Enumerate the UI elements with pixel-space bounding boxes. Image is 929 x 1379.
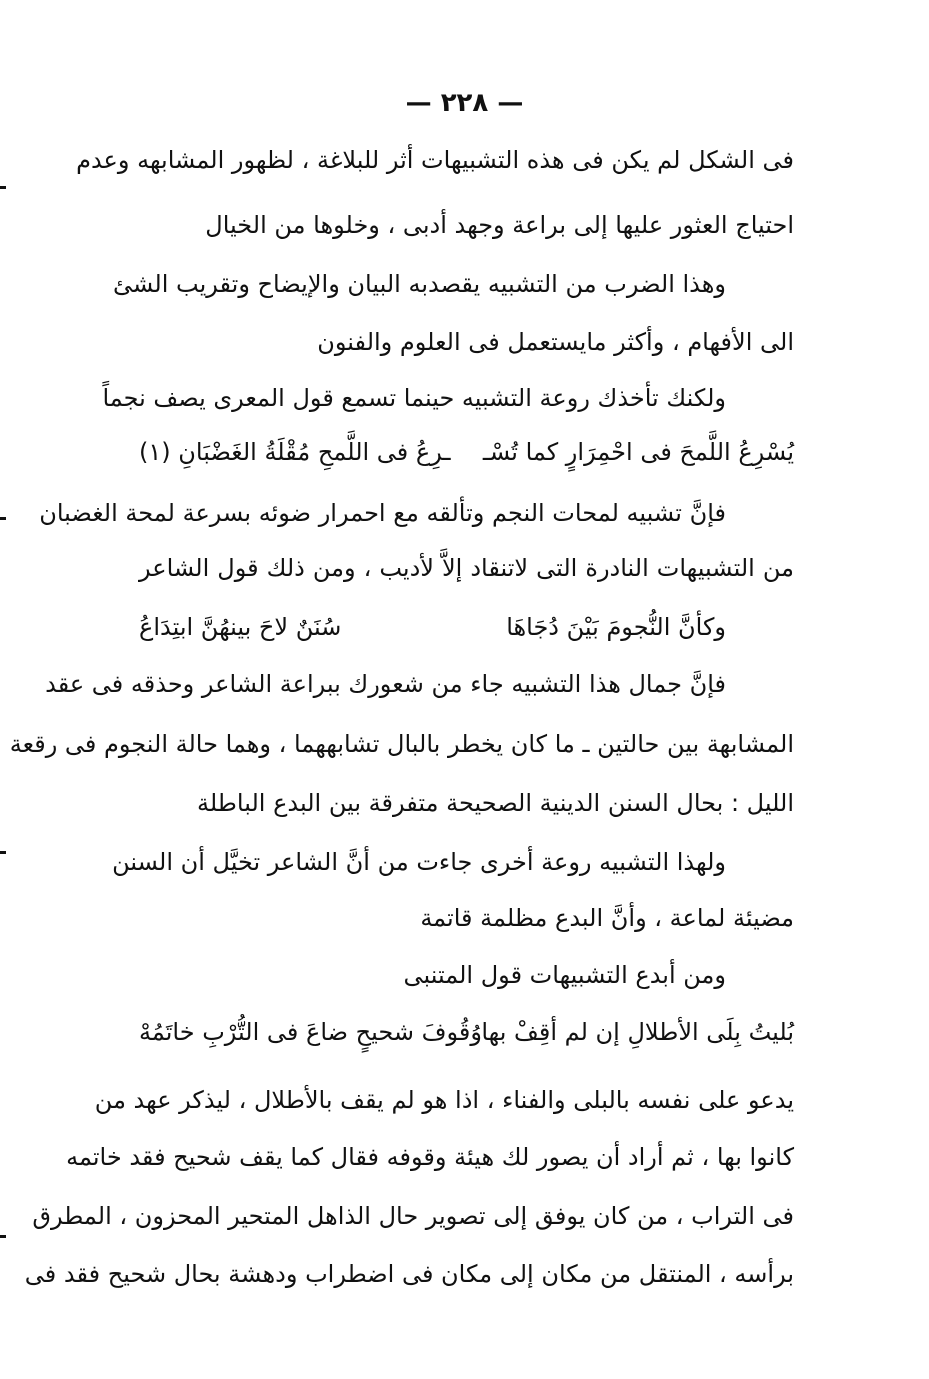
verse-hemistich-right: يُسْرِعُ اللَّمحَ فى احْمِرَارٍ كما تُسْـ xyxy=(482,438,794,466)
text-line: مضيئة لماعة ، وأنَّ البدع مظلمة قاتمة xyxy=(420,904,794,932)
text-line: فى الشكل لم يكن فى هذه التشبيهات أثر للبلاغة ، لظهور المشابهه وعدم xyxy=(76,146,794,174)
text-line: برأسه ، المنتقل من مكان إلى مكان فى اضطراب ودهشة بحال شحيح فقد فى xyxy=(24,1260,794,1288)
text-line: احتياج العثور عليها إلى براعة وجهد أدبى ، وخلوها من الخيال xyxy=(205,211,794,239)
verse-hemistich-right: وكأنَّ النُّجومَ بَيْنَ دُجَاهَا xyxy=(506,613,726,641)
text-line: الى الأفهام ، وأكثر مايستعمل فى العلوم والفنون xyxy=(317,328,794,356)
scan-edge-mark xyxy=(0,1235,6,1238)
text-line: فإنَّ تشبيه لمحات النجم وتألقه مع احمرار ضوئه بسرعة لمحة الغضبان xyxy=(39,499,726,527)
text-line: كانوا بها ، ثم أراد أن يصور لك هيئة وقوفه فقال كما يقف شحيح فقد خاتمه xyxy=(66,1143,794,1171)
verse-1 xyxy=(139,430,794,474)
text-line: ولكنك تأخذك روعة التشبيه حينما تسمع قول المعرى يصف نجماً xyxy=(102,384,726,412)
text-line: ومن أبدع التشبيهات قول المتنبى xyxy=(403,961,726,989)
text-line: يدعو على نفسه بالبلى والفناء ، اذا هو لم يقف بالأطلال ، ليذكر عهد من xyxy=(94,1086,794,1114)
verse-hemistich-left: سُنَنٌ لاحَ بينهُنَّ ابتِدَاعُ xyxy=(139,613,342,641)
text-line: ولهذا التشبيه روعة أخرى جاءت من أنَّ الشاعر تخيَّل أن السنن xyxy=(112,848,726,876)
text-line: الليل : بحال السنن الدينية الصحيحة متفرقة بين البدع الباطلة xyxy=(196,789,794,817)
text-line: من التشبيهات النادرة التى لاتنقاد إلاَّ لأديب ، ومن ذلك قول الشاعر xyxy=(139,554,794,582)
text-line: فى التراب ، من كان يوفق إلى تصوير حال الذاهل المتحير المحزون ، المطرق xyxy=(32,1202,794,1230)
text-line: وهذا الضرب من التشبيه يقصدبه البيان والإيضاح وتقريب الشئ xyxy=(113,270,726,298)
page-number: — ٢٢٨ — xyxy=(405,88,524,118)
verse-hemistich-left: ـرِعُ فى اللَّمحِ مُقْلَةُ الغَضْبَانِ (١) xyxy=(139,438,451,466)
verse-3 xyxy=(139,1010,794,1054)
scan-edge-mark xyxy=(0,186,6,189)
verse-hemistich-right: بُليتُ بِلَى الأطلالِ إن لم أقِفْ بها xyxy=(481,1018,794,1046)
scan-edge-mark xyxy=(0,851,6,854)
text-line: فإنَّ جمال هذا التشبيه جاء من شعورك ببراعة الشاعر وحذقه فى عقد xyxy=(45,670,726,698)
verse-2 xyxy=(139,605,794,649)
verse-hemistich-left: وُقُوفَ شحيحٍ ضاعَ فى التُّرْبِ خاتَمُهْ xyxy=(139,1018,482,1046)
scan-edge-mark xyxy=(0,517,6,520)
text-line: المشابهة بين حالتين ـ ما كان يخطر بالبال تشابههما ، وهما حالة النجوم فى رقعة xyxy=(9,730,794,758)
